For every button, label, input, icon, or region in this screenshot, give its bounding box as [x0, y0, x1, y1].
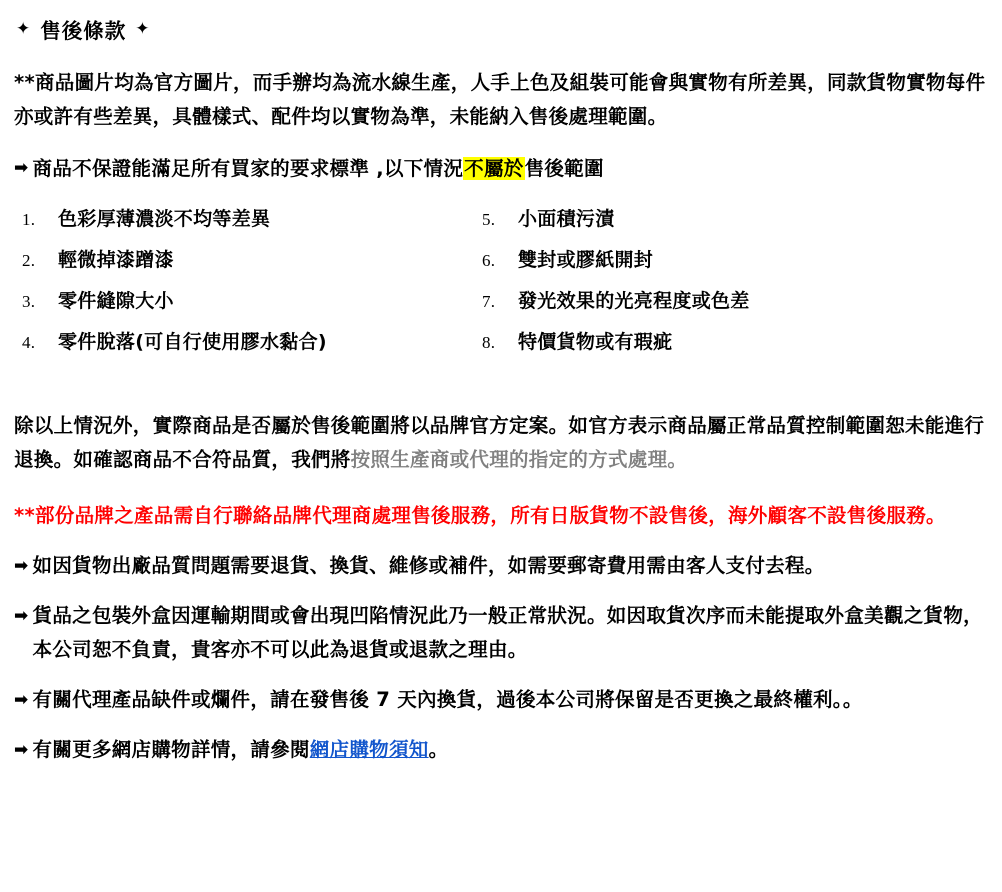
intro-paragraph: **商品圖片均為官方圖片，而手辦均為流水線生產，人手上色及組裝可能會與實物有所差異，同款貨物實物每件亦或許有些差異，具體樣式、配件均以實物為準，未能納入售後處理範圍。 [14, 71, 986, 128]
page-title [16, 14, 988, 44]
bullet-item-1-text: 如因貨物出廠品質問題需要退貨、換貨、維修或補件，如需要郵寄費用需由客人支付去程。 [32, 554, 825, 577]
list-item [482, 281, 974, 322]
list-item-number: 7. [482, 292, 496, 311]
red-notice-paragraph: **部份品牌之產品需自行聯絡品牌代理商處理售後服務，所有日版貨物不設售後，海外顧客不設售後服務。 [14, 504, 946, 527]
list-item [22, 240, 474, 281]
bullet-item-2 [14, 599, 988, 667]
list-item [482, 322, 974, 363]
list-item [22, 322, 474, 363]
list-item-number: 5. [482, 210, 496, 229]
list-item-number: 8. [482, 333, 496, 352]
final-line-text [33, 733, 988, 767]
list-item-label: 輕微掉漆蹭漆 [58, 249, 174, 271]
policy-paragraph-part2: 按照生產商或代理的指定的方式處理。 [350, 448, 688, 471]
final-line-before: 有關更多網店購物詳情，請參閱 [32, 738, 310, 761]
arrow-right-icon: ➡ [14, 556, 29, 576]
policy-paragraph [14, 409, 988, 477]
star-icon-right: ✦ [135, 18, 151, 39]
spacer-2 [14, 363, 988, 387]
page-title-text: 售後條款 [40, 19, 127, 43]
final-line [14, 733, 988, 767]
list-item-label: 零件脫落(可自行使用膠水黏合) [58, 331, 327, 353]
bullet-item-1 [14, 549, 988, 583]
list-item [22, 199, 474, 240]
list-item-label: 小面積污漬 [518, 208, 615, 230]
list-item-number: 2. [22, 251, 36, 270]
exclusions-column-left [14, 199, 474, 363]
list-item-number: 6. [482, 251, 496, 270]
list-item-label: 零件縫隙大小 [58, 290, 174, 312]
list-item-number: 3. [22, 292, 36, 311]
scope-notice-line [14, 152, 988, 185]
bullet-item-2-text: 貨品之包裝外盒因運輸期間或會出現凹陷情況此乃一般正常狀況。如因取貨次序而未能提取外盒美觀之貨物，本公司恕不負責，貴客亦不可以此為退貨或退款之理由。 [32, 604, 983, 661]
list-item [482, 199, 974, 240]
list-item-label: 色彩厚薄濃淡不均等差異 [58, 208, 271, 230]
exclusions-column-right [474, 199, 974, 363]
exclusions-list [14, 199, 988, 363]
scope-notice-after: 售後範圍 [524, 157, 604, 180]
policy-paragraph-part1: 除以上情況外，實際商品是否屬於售後範圍將以品牌官方定案。如官方表示商品屬正常品質控制範圍恕未能進行退換。如確認商品不合符品質，我們將 [14, 414, 985, 471]
final-line-after: 。 [428, 738, 449, 761]
list-item [482, 240, 974, 281]
star-icon-left: ✦ [16, 18, 32, 39]
bullet-item-3 [14, 683, 988, 717]
list-item-label: 發光效果的光亮程度或色差 [518, 290, 750, 312]
list-item-number: 4. [22, 333, 36, 352]
arrow-right-icon: ➡ [14, 740, 29, 760]
scope-notice-before: 商品不保證能滿足所有買家的要求標準 ,以下情況 [32, 157, 464, 180]
list-item [22, 281, 474, 322]
list-item-number: 1. [22, 210, 36, 229]
arrow-right-icon: ➡ [14, 690, 29, 710]
arrow-right-icon: ➡ [14, 606, 29, 626]
bullet-item-3-text: 有關代理產品缺件或爛件，請在發售後 7 天內換貨，過後本公司將保留是否更換之最終權利。。 [32, 688, 863, 711]
scope-notice-text [33, 152, 604, 185]
scope-notice-highlight: 不屬於 [464, 157, 524, 180]
spacer-1 [14, 134, 988, 152]
list-item-label: 特價貨物或有瑕疵 [518, 331, 673, 353]
shopping-guide-link[interactable]: 網店購物須知 [309, 738, 429, 761]
list-item-label: 雙封或膠紙開封 [518, 249, 654, 271]
arrow-right-icon: ➡ [14, 158, 29, 178]
